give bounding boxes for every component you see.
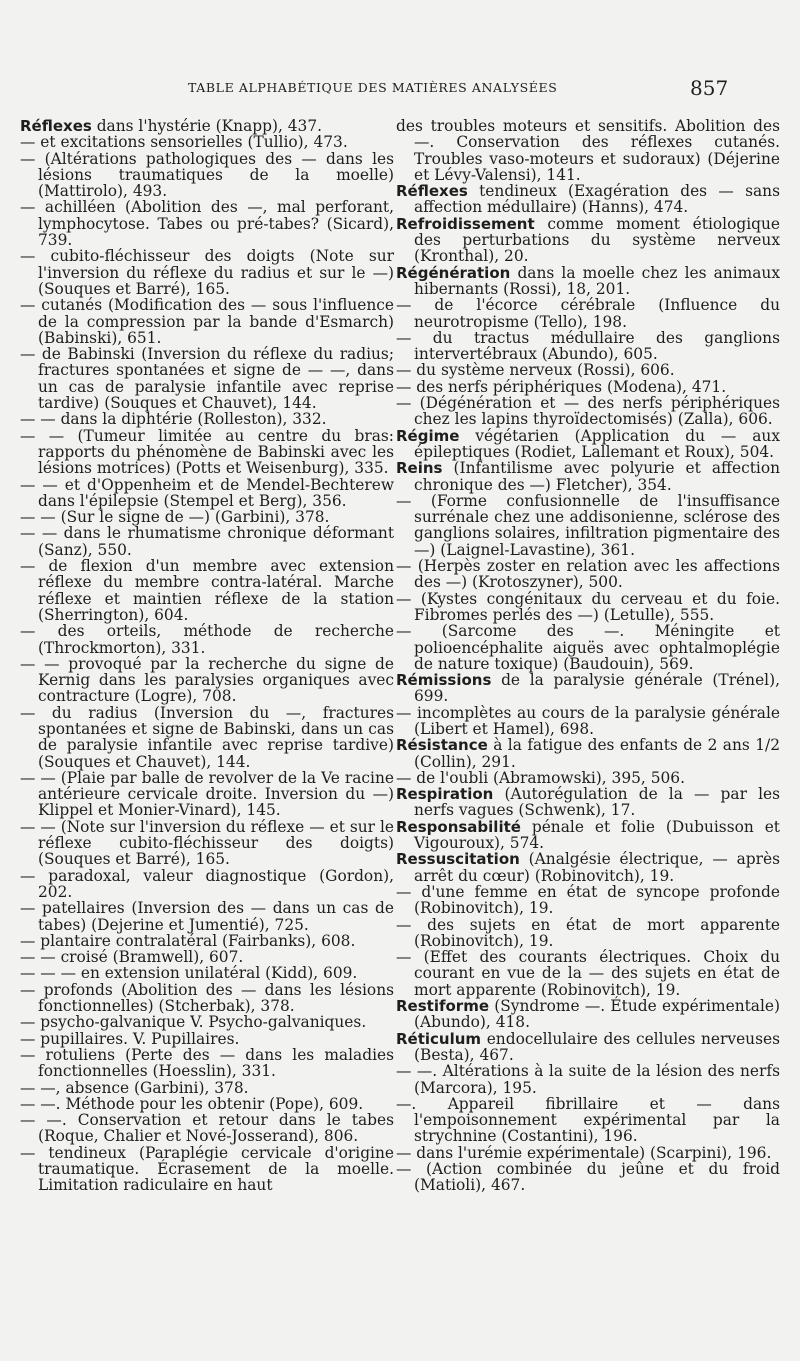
index-entry bbox=[20, 411, 394, 427]
index-entry bbox=[20, 346, 394, 411]
entry-text: — profonds (Abolition des — dans les lésions fonctionnelles) (Stcherbak), 378. bbox=[20, 980, 394, 1016]
entry-text: — des orteils, méthode de recherche (Throckmorton), 331. bbox=[20, 622, 394, 657]
running-header bbox=[0, 78, 800, 100]
entry-text: — paradoxal, valeur diagnostique (Gordon), 202. bbox=[20, 866, 394, 901]
index-entry bbox=[396, 297, 780, 330]
entry-text: — patellaires (Inversion des — dans un cas de tabes) (Dejerine et Jumentié), 725. bbox=[20, 899, 394, 934]
entry-text: — du radius (Inversion du —, fractures spontanées et signe de Babinski, dans un cas de paralysie infantile avec reprise tardive) (Souques et Chauvet), 144. bbox=[20, 703, 394, 771]
index-entry bbox=[20, 623, 394, 656]
entry-headword: Résistance bbox=[396, 736, 488, 755]
index-entry bbox=[20, 656, 394, 705]
entry-text: — et excitations sensorielles (Tullio), 473. bbox=[20, 133, 348, 152]
index-entry bbox=[396, 851, 780, 884]
index-entry bbox=[20, 1047, 394, 1080]
header-title: TABLE ALPHABÉTIQUE DES MATIÈRES ANALYSÉES bbox=[188, 80, 558, 95]
index-entry bbox=[20, 151, 394, 200]
entry-text: — cubito-fléchisseur des doigts (Note sur l'inversion du réflexe du radius et sur le —) (Souques et Barré), 165. bbox=[20, 247, 394, 298]
entry-text: — de l'écorce cérébrale (Influence du neurotropisme (Tello), 198. bbox=[396, 296, 780, 331]
index-entry bbox=[396, 362, 780, 378]
entry-text: — incomplètes au cours de la paralysie générale (Libert et Hamel), 698. bbox=[396, 703, 780, 738]
entry-text: — — (Sur le signe de —) (Garbini), 378. bbox=[20, 508, 330, 527]
right-column bbox=[396, 118, 780, 1194]
entry-text: — — (Note sur l'inversion du réflexe — et sur le réflexe cubito-fléchisseur des doigts) (Souques et Barré), 165. bbox=[20, 817, 394, 869]
index-entry bbox=[20, 1080, 394, 1096]
entry-text: — achilléen (Abolition des —, mal perforant, lymphocytose. Tabes ou pré-tabes? (Sicard), 739. bbox=[20, 198, 394, 250]
entry-text: — (Forme confusionnelle de l'insuffisance surrénale chez une addisonienne, sclérose des ganglions solaires, infiltration pigmentaire des —) (Laignel-Lavastine), 361. bbox=[396, 491, 780, 559]
index-entry bbox=[396, 118, 780, 183]
entry-text: — — croisé (Bramwell), 607. bbox=[20, 948, 244, 967]
entry-text: — (Dégénération et — des nerfs périphériques chez les lapins thyroïdectomisés) (Zalla), 606. bbox=[396, 394, 780, 429]
entry-headword: Réticulum bbox=[396, 1029, 482, 1048]
index-entry bbox=[20, 134, 394, 150]
entry-text: pénale et folie (Dubuisson et Vigouroux), 574. bbox=[414, 817, 780, 853]
index-entry bbox=[396, 917, 780, 950]
index-entry bbox=[396, 1031, 780, 1064]
index-entry bbox=[20, 1112, 394, 1145]
index-entry bbox=[20, 297, 394, 346]
index-entry bbox=[396, 998, 780, 1031]
entry-text: — — (Tumeur limitée au centre du bras: rapports du phénomène de Babinski avec les lésions motrices) (Potts et Weisenburg), 335. bbox=[20, 426, 394, 478]
entry-headword: Restiforme bbox=[396, 997, 489, 1016]
entry-text: — tendineux (Paraplégie cervicale d'origine traumatique. Écrasement de la moelle. Limitation radiculaire en haut bbox=[20, 1143, 394, 1195]
entry-text: — (Kystes congénitaux du cerveau et du foie. Fibromes perlés des —) (Letulle), 555. bbox=[396, 589, 780, 624]
entry-text: — — et d'Oppenheim et de Mendel-Bechterew dans l'épilepsie (Stempel et Berg), 356. bbox=[20, 475, 394, 510]
index-entry bbox=[396, 1063, 780, 1096]
entry-text: — de l'oubli (Abramowski), 395, 506. bbox=[396, 768, 685, 787]
index-entry bbox=[20, 1031, 394, 1047]
index-entry bbox=[396, 216, 780, 265]
entry-text: — —. Altérations à la suite de la lésion des nerfs (Marcora), 195. bbox=[396, 1062, 780, 1097]
entry-headword: Régime bbox=[396, 426, 460, 445]
index-entry bbox=[396, 1145, 780, 1161]
index-entry bbox=[396, 558, 780, 591]
entry-text: végétarien (Application du — aux épileptiques (Rodiet, Lallemant et Roux), 504. bbox=[414, 426, 780, 461]
index-entry bbox=[20, 428, 394, 477]
index-entry bbox=[20, 248, 394, 297]
entry-text: — — — en extension unilatéral (Kidd), 609. bbox=[20, 964, 358, 983]
entry-text: —. Appareil fibrillaire et — dans l'empoisonnement expérimental par la strychnine (Costantini), 196. bbox=[396, 1094, 780, 1146]
index-entry bbox=[20, 525, 394, 558]
index-entry bbox=[396, 737, 780, 770]
entry-text: — — provoqué par la recherche du signe de Kernig dans les paralysies organiques avec contracture (Logre), 708. bbox=[20, 654, 394, 706]
entry-text: à la fatigue des enfants de 2 ans 1/2 (Collin), 291. bbox=[414, 736, 780, 771]
entry-text: dans la moelle chez les animaux hibernants (Rossi), 18, 201. bbox=[414, 263, 780, 298]
index-entry bbox=[396, 786, 780, 819]
index-entry bbox=[396, 770, 780, 786]
index-entry bbox=[396, 949, 780, 998]
entry-text: (Infantilisme avec polyurie et affection chronique des —) Fletcher), 354. bbox=[414, 459, 780, 494]
page-number: 857 bbox=[690, 76, 729, 100]
entry-text: — des sujets en état de mort apparente (Robinovitch), 19. bbox=[396, 915, 780, 950]
entry-text: — — dans la diphtérie (Rolleston), 332. bbox=[20, 410, 327, 429]
index-entry bbox=[396, 265, 780, 298]
index-entry bbox=[396, 819, 780, 852]
index-entry bbox=[20, 819, 394, 868]
index-entry bbox=[20, 1014, 394, 1030]
index-entry bbox=[396, 330, 780, 363]
entry-text: — plantaire contralatéral (Fairbanks), 608. bbox=[20, 931, 356, 950]
index-entry bbox=[20, 770, 394, 819]
entry-headword: Ressuscitation bbox=[396, 850, 520, 869]
index-entry bbox=[396, 183, 780, 216]
index-entry bbox=[396, 1161, 780, 1194]
index-entry bbox=[396, 395, 780, 428]
entry-text: — (Sarcome des —. Méningite et polioencéphalite aiguës avec ophtalmoplégie de nature toxique) (Baudouin), 569. bbox=[396, 622, 780, 673]
entry-text: de la paralysie générale (Trénel), 699. bbox=[414, 671, 780, 706]
index-entry bbox=[20, 933, 394, 949]
entry-text: — pupillaires. V. Pupillaires. bbox=[20, 1029, 240, 1048]
entry-text: comme moment étiologique des perturbations du système nerveux (Kronthal), 20. bbox=[414, 214, 780, 266]
entry-text: (Analgésie électrique, — après arrêt du cœur) (Robinovitch), 19. bbox=[414, 850, 780, 885]
index-entry bbox=[396, 672, 780, 705]
entry-text: — — (Plaie par balle de revolver de la Ve racine antérieure cervicale droite. Inversion du —) Klippel et Monier-Vinard), 145. bbox=[20, 768, 394, 820]
index-entry bbox=[396, 705, 780, 738]
index-entry bbox=[20, 118, 394, 134]
entry-text: — —. Conservation et retour dans le tabes (Roque, Chalier et Nové-Josserand), 806. bbox=[20, 1111, 394, 1146]
index-entry bbox=[396, 379, 780, 395]
index-entry bbox=[20, 965, 394, 981]
entry-text: — rotuliens (Perte des — dans les maladies fonctionnelles (Hoesslin), 331. bbox=[20, 1045, 394, 1081]
entry-text: — — dans le rhumatisme chronique déformant (Sanz), 550. bbox=[20, 524, 394, 559]
index-entry bbox=[396, 428, 780, 461]
index-entry bbox=[20, 1096, 394, 1112]
entry-text: endocellulaire des cellules nerveuses (Besta), 467. bbox=[414, 1029, 780, 1064]
entry-headword: Régénération bbox=[396, 263, 511, 282]
entry-text: dans l'hystérie (Knapp), 437. bbox=[91, 117, 323, 135]
entry-text: — du système nerveux (Rossi), 606. bbox=[396, 361, 675, 380]
entry-text: — (Effet des courants électriques. Choix du courant en vue de la — des sujets en état de mort apparente (Robinovitch), 19. bbox=[396, 948, 780, 999]
entry-text: — (Altérations pathologiques des — dans les lésions traumatiques de la moelle) (Mattirolo), 493. bbox=[20, 149, 394, 201]
entry-headword: Rémissions bbox=[396, 671, 492, 690]
index-entry bbox=[396, 493, 780, 558]
entry-text: — de flexion d'un membre avec extension réflexe du membre contra-latéral. Marche réflexe et maintien réflexe de la station (Sherrington), 604. bbox=[20, 557, 394, 624]
entry-text: (Autorégulation de la — par les nerfs vagues (Schwenk), 17. bbox=[414, 785, 780, 820]
index-entry bbox=[20, 868, 394, 901]
left-column bbox=[20, 118, 394, 1194]
entry-text: — d'une femme en état de syncope profonde (Robinovitch), 19. bbox=[396, 882, 780, 918]
entry-text: — —. Méthode pour les obtenir (Pope), 609. bbox=[20, 1094, 364, 1113]
entry-text: — dans l'urémie expérimentale) (Scarpini), 196. bbox=[396, 1143, 772, 1162]
entry-text: — (Herpès zoster en relation avec les affections des —) (Krotoszyner), 500. bbox=[396, 557, 780, 592]
index-entry bbox=[20, 705, 394, 770]
index-entry bbox=[20, 477, 394, 510]
entry-headword: Responsabilité bbox=[396, 817, 521, 836]
entry-headword: Réflexes bbox=[20, 117, 92, 135]
index-entry bbox=[20, 949, 394, 965]
index-entry bbox=[20, 1145, 394, 1194]
entry-text: (Syndrome —. Étude expérimentale) (Abundo), 418. bbox=[414, 997, 780, 1032]
entry-headword: Reins bbox=[396, 459, 443, 478]
entry-text: — —, absence (Garbini), 378. bbox=[20, 1078, 249, 1097]
entry-headword: Respiration bbox=[396, 785, 494, 804]
index-entry bbox=[20, 900, 394, 933]
index-entry bbox=[20, 199, 394, 248]
index-entry bbox=[396, 1096, 780, 1145]
entry-text: — de Babinski (Inversion du réflexe du radius; fractures spontanées et signe de — —, dans un cas de paralysie infantile avec reprise tardive) (Souques et Chauvet), 144. bbox=[20, 345, 394, 413]
index-entry bbox=[20, 558, 394, 623]
index-entry bbox=[396, 591, 780, 624]
entry-text: des troubles moteurs et sensitifs. Abolition des —. Conservation des réflexes cutanés. Troubles vaso-moteurs et sudoraux) (Déjerine et Lévy-Valensi), 141. bbox=[396, 117, 780, 184]
entry-text: tendineux (Exagération des — sans affection médullaire) (Hanns), 474. bbox=[414, 182, 780, 217]
entry-headword: Réflexes bbox=[396, 182, 468, 201]
index-entry bbox=[396, 623, 780, 672]
entry-text: — cutanés (Modification des — sous l'influence de la compression par la bande d'Esmarch) (Babinski), 651. bbox=[20, 296, 394, 347]
entry-text: — (Action combinée du jeûne et du froid (Matioli), 467. bbox=[396, 1160, 780, 1195]
entry-text: — du tractus médullaire des ganglions intervertébraux (Abundo), 605. bbox=[396, 328, 780, 364]
index-entry bbox=[20, 509, 394, 525]
entry-text: — des nerfs périphériques (Modena), 471. bbox=[396, 377, 727, 396]
index-entry bbox=[396, 460, 780, 493]
index-entry bbox=[20, 982, 394, 1015]
entry-headword: Refroidissement bbox=[396, 214, 535, 233]
index-entry bbox=[396, 884, 780, 917]
entry-text: — psycho-galvanique V. Psycho-galvaniques. bbox=[20, 1013, 367, 1032]
